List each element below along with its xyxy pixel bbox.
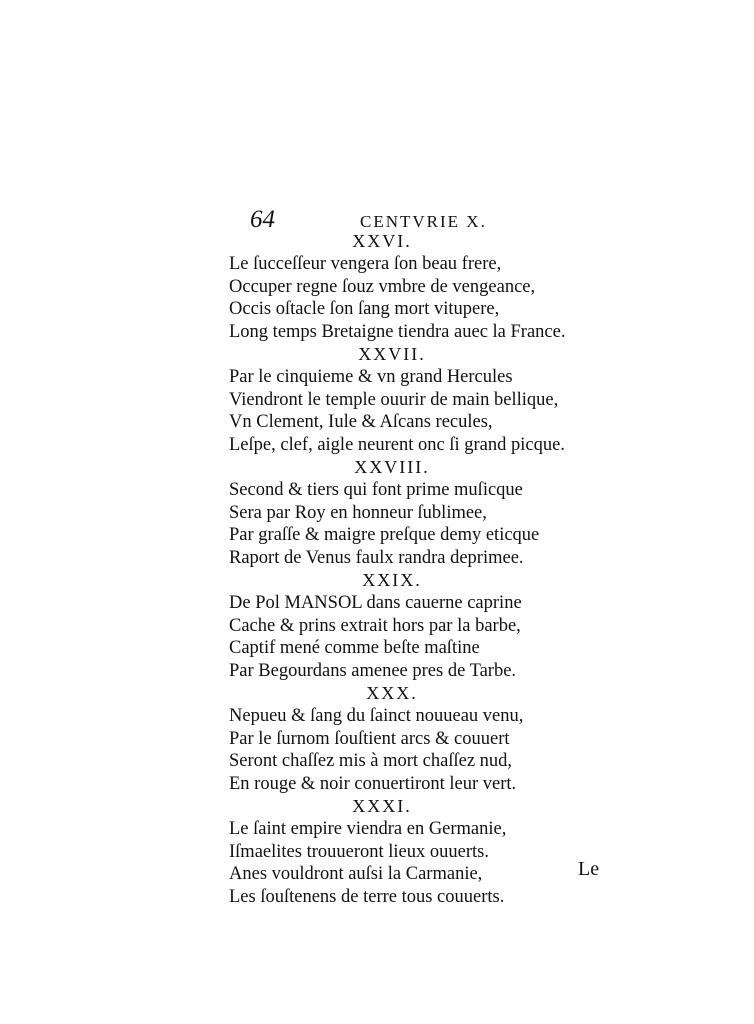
quatrain-xxx bbox=[0, 682, 754, 795]
quatrain-xxviii bbox=[0, 456, 754, 569]
verse-line: Captif mené comme beſte maſtine bbox=[229, 638, 480, 658]
verse-line: Leſpe, clef, aigle neurent onc ſi grand picque. bbox=[229, 434, 565, 455]
quatrain-xxvii bbox=[0, 343, 754, 456]
verse-line: Iſmaelites trouueront lieux ouuerts. bbox=[229, 841, 489, 862]
verse-line: En rouge & noir conuertiront leur vert. bbox=[229, 773, 517, 794]
verse-line: Second & tiers qui font prime muſicque bbox=[229, 480, 523, 500]
verse-line: Occuper regne ſouz vmbre de vengeance, bbox=[229, 276, 536, 297]
verse-line: Par le cinquieme & vn grand Hercules bbox=[229, 367, 513, 387]
quatrain-xxix bbox=[0, 569, 754, 682]
quatrain-numeral: XXX. bbox=[366, 683, 418, 703]
verse-line: Anes vouldront auſsi la Carmanie, bbox=[229, 864, 483, 884]
quatrain-numeral: XXVII. bbox=[358, 344, 426, 364]
running-title: CENTVRIE X. bbox=[360, 212, 487, 231]
quatrain-numeral: XXVI. bbox=[352, 231, 412, 251]
verse-line: Long temps Bretaigne tiendra auec la France. bbox=[229, 321, 566, 342]
page-number: 64 bbox=[250, 206, 275, 233]
verse-line: Viendront le temple ouurir de main bellique, bbox=[229, 389, 559, 410]
verse-line: Les ſouſtenens de terre tous couuerts. bbox=[229, 886, 505, 907]
verse-line: De Pol MANSOL dans cauerne caprine bbox=[229, 593, 522, 613]
verse-line: Par le ſurnom ſouſtient arcs & couuert bbox=[229, 728, 510, 749]
quatrain-numeral: XXVIII. bbox=[354, 457, 430, 477]
verse-line: Sera par Roy en honneur ſublimee, bbox=[229, 502, 487, 523]
verse-line: Cache & prins extrait hors par la barbe, bbox=[229, 615, 521, 636]
verse-line: Raport de Venus faulx randra deprimee. bbox=[229, 547, 524, 568]
quatrain-numeral: XXXI. bbox=[352, 796, 412, 816]
verse-line: Par graſſe & maigre preſque demy eticque bbox=[229, 525, 540, 545]
verse-line: Vn Clement, Iule & Aſcans recules, bbox=[229, 412, 493, 432]
verse-line: Occis oſtacle ſon ſang mort vitupere, bbox=[229, 299, 500, 319]
verse-line: Nepueu & ſang du ſainct nouueau venu, bbox=[229, 706, 524, 726]
quatrain-xxxi bbox=[0, 795, 754, 908]
quatrain-numeral: XXIX. bbox=[362, 570, 422, 590]
quatrain-xxvi bbox=[0, 230, 754, 343]
verse-line: Seront chaſſez mis à mort chaſſez nud, bbox=[229, 751, 513, 771]
catchword: Le bbox=[578, 858, 600, 880]
verse-line: Le ſaint empire viendra en Germanie, bbox=[229, 819, 507, 839]
verse-line: Par Begourdans amenee pres de Tarbe. bbox=[229, 660, 517, 681]
verse-line: Le ſucceſſeur vengera ſon beau frere, bbox=[229, 254, 502, 274]
quatrain-list bbox=[0, 230, 754, 908]
